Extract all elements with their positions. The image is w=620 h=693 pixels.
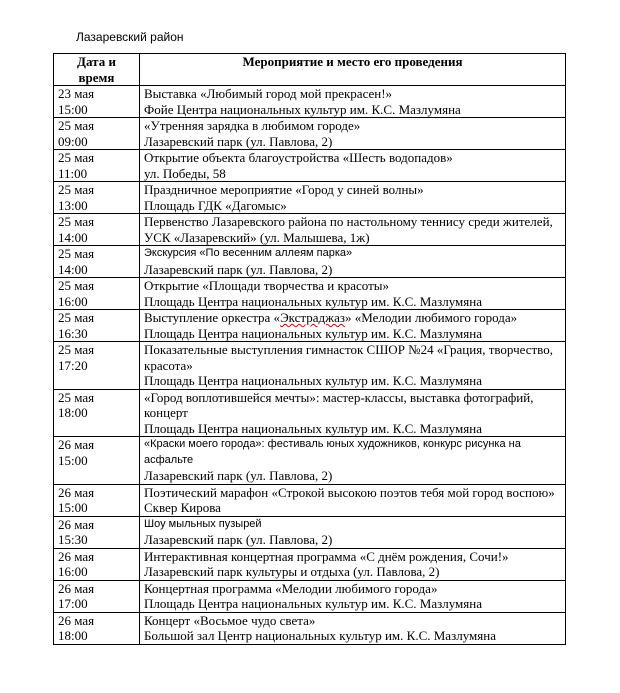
table-row — [54, 612, 566, 644]
event-time: 16:30 — [58, 325, 88, 341]
event-date: 25 мая — [58, 310, 95, 325]
event-cell — [140, 516, 566, 548]
date-time-cell — [54, 612, 140, 644]
date-time-cell — [54, 580, 140, 612]
event-time: 18:00 — [58, 405, 88, 420]
event-time: 16:00 — [58, 293, 88, 309]
header-time-line: время — [78, 69, 115, 85]
table-row — [54, 86, 566, 118]
table-row — [54, 150, 566, 182]
header-date-line: Дата и — [77, 54, 116, 69]
event-cell — [140, 182, 566, 214]
event-cell — [140, 580, 566, 612]
spellcheck-word: Экстраджаз — [280, 310, 346, 325]
event-time: 09:00 — [58, 133, 88, 149]
event-title: Поэтический марафон «Строкой высокою поэтов тебя мой город воспою» — [144, 484, 555, 500]
table-row — [54, 516, 566, 548]
event-title: Показательные выступления гимнасток СШОР №24 «Грация, творчество, — [144, 342, 553, 357]
events-table — [53, 53, 566, 645]
event-title-cont: концерт — [144, 405, 188, 420]
event-cell — [140, 484, 566, 516]
event-title: Концерт «Восьмое чудо света» — [144, 612, 316, 628]
event-cell — [140, 86, 566, 118]
event-time: 14:00 — [58, 229, 88, 245]
event-cell — [140, 612, 566, 644]
event-title: «Город воплотившейся мечты»: мастер-классы, выставка фотографий, — [144, 389, 534, 405]
event-date: 25 мая — [58, 214, 95, 229]
event-title-part: Выступление оркестра « — [144, 310, 281, 325]
event-place: УСК «Лазаревский» (ул. Малышева, 1ж) — [144, 229, 370, 245]
table-row — [54, 310, 566, 342]
table-row — [54, 278, 566, 310]
event-date: 25 мая — [58, 118, 95, 133]
event-time: 18:00 — [58, 628, 88, 643]
event-title-cont: асфальте — [144, 453, 194, 466]
event-date: 25 мая — [58, 182, 95, 197]
event-place: Лазаревский парк культуры и отдыха (ул. Павлова, 2) — [144, 564, 440, 579]
event-date: 25 мая — [58, 150, 95, 165]
event-title: Выставка «Любимый город мой прекрасен!» — [144, 86, 393, 101]
header-date-time — [54, 54, 140, 86]
event-place: Площадь Центра национальных культур им. К.С. Мазлумяна — [144, 325, 482, 341]
date-time-cell — [54, 118, 140, 150]
event-cell — [140, 246, 566, 278]
event-title: Открытие «Площади творчества и красоты» — [144, 278, 390, 293]
district-title: Лазаревский район — [76, 30, 184, 44]
event-cell — [140, 389, 566, 437]
event-place: Лазаревский парк (ул. Павлова, 2) — [144, 468, 333, 483]
event-place: Лазаревский парк (ул. Павлова, 2) — [144, 261, 333, 277]
event-date: 26 мая — [58, 580, 95, 596]
event-title — [144, 310, 561, 326]
event-cell — [140, 214, 566, 246]
event-place: Лазаревский парк (ул. Павлова, 2) — [144, 532, 333, 547]
event-date: 26 мая — [58, 612, 95, 628]
table-header-row — [54, 54, 566, 86]
event-date: 26 мая — [58, 484, 95, 500]
date-time-cell — [54, 246, 140, 278]
event-cell — [140, 548, 566, 580]
event-time: 17:20 — [58, 357, 88, 373]
event-time: 14:00 — [58, 261, 88, 277]
date-time-cell — [54, 310, 140, 342]
date-time-cell — [54, 389, 140, 437]
event-date: 25 мая — [58, 342, 95, 357]
table-row — [54, 437, 566, 485]
event-place: Фойе Центра национальных культур им. К.С. Мазлумяна — [144, 101, 461, 117]
table-row — [54, 484, 566, 516]
event-time: 15:00 — [58, 500, 88, 515]
event-date: 23 мая — [58, 86, 95, 101]
date-time-cell — [54, 278, 140, 310]
event-title: «Краски моего города»: фестиваль юных художников, конкурс рисунка на — [144, 438, 521, 450]
table-row — [54, 342, 566, 390]
table-row — [54, 580, 566, 612]
event-title-part: » «Мелодии любимого города» — [345, 310, 518, 325]
event-cell — [140, 118, 566, 150]
date-time-cell — [54, 548, 140, 580]
event-cell — [140, 310, 566, 342]
event-title: Интерактивная концертная программа «С днём рождения, Сочи!» — [144, 548, 509, 564]
date-time-cell — [54, 437, 140, 485]
event-place: Площадь Центра национальных культур им. К.С. Мазлумяна — [144, 373, 482, 388]
event-place: Площадь Центра национальных культур им. К.С. Мазлумяна — [144, 596, 482, 611]
event-date: 26 мая — [58, 548, 95, 564]
event-cell — [140, 150, 566, 182]
event-time: 15:00 — [58, 101, 88, 117]
event-date: 26 мая — [58, 516, 95, 532]
event-date: 25 мая — [58, 278, 95, 293]
event-time: 11:00 — [58, 165, 88, 181]
event-cell — [140, 278, 566, 310]
event-place: ул. Победы, 58 — [144, 165, 226, 181]
event-time: 16:00 — [58, 564, 88, 579]
event-place: Большой зал Центр национальных культур им. К.С. Мазлумяна — [144, 628, 496, 643]
event-title: Праздничное мероприятие «Город у синей волны» — [144, 182, 424, 197]
event-time: 15:00 — [58, 452, 88, 468]
event-title: Концертная программа «Мелодии любимого города» — [144, 580, 438, 596]
event-title-cont: красота» — [144, 357, 193, 373]
event-date: 25 мая — [58, 246, 95, 261]
table-row — [54, 548, 566, 580]
date-time-cell — [54, 182, 140, 214]
event-title: Шоу мыльных пузырей — [144, 517, 262, 530]
date-time-cell — [54, 516, 140, 548]
event-place: Лазаревский парк (ул. Павлова, 2) — [144, 133, 333, 149]
event-place: Площадь ГДК «Дагомыс» — [144, 197, 287, 213]
table-row — [54, 389, 566, 437]
event-time: 17:00 — [58, 596, 88, 611]
date-time-cell — [54, 150, 140, 182]
event-title: Экскурсия «По весенним аллеям парка» — [144, 247, 353, 259]
date-time-cell — [54, 484, 140, 516]
event-title: Открытие объекта благоустройства «Шесть водопадов» — [144, 150, 453, 165]
event-cell — [140, 437, 566, 485]
table-row — [54, 246, 566, 278]
event-date: 25 мая — [58, 389, 95, 405]
event-title: «Утренняя зарядка в любимом городе» — [144, 118, 361, 133]
event-place: Площадь Центра национальных культур им. К.С. Мазлумяна — [144, 420, 482, 436]
event-time: 13:00 — [58, 197, 88, 213]
date-time-cell — [54, 86, 140, 118]
date-time-cell — [54, 342, 140, 390]
date-time-cell — [54, 214, 140, 246]
table-row — [54, 214, 566, 246]
header-event-place: Мероприятие и место его проведения — [140, 54, 566, 86]
event-time: 15:30 — [58, 532, 88, 547]
event-title: Первенство Лазаревского района по настольному теннису среди жителей, — [144, 214, 553, 229]
table-row — [54, 182, 566, 214]
event-date: 26 мая — [58, 437, 95, 452]
event-place: Площадь Центра национальных культур им. К.С. Мазлумяна — [144, 293, 482, 309]
event-cell — [140, 342, 566, 390]
event-place: Сквер Кирова — [144, 500, 221, 515]
table-row — [54, 118, 566, 150]
